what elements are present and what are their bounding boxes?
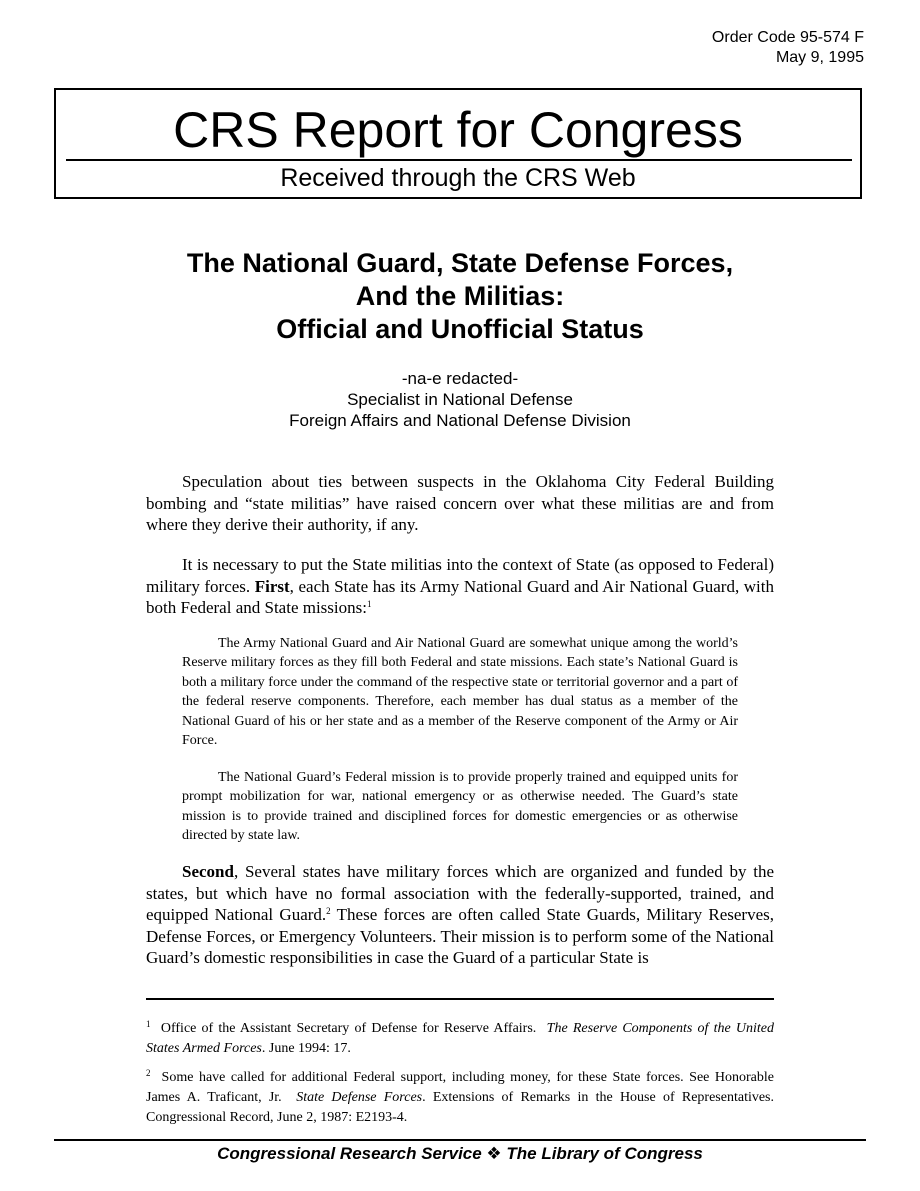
order-info — [712, 28, 864, 68]
order-code: Order Code 95-574 F — [711, 29, 864, 46]
footnote-1 — [146, 1019, 774, 1059]
footnote-2-text-a: Some have called for additional Federal support, including money, for these State forces. See Honorable James A. Traficant, Jr. — [146, 1070, 774, 1105]
block-quote-2: The National Guard’s Federal mission is to provide properly trained and equipped units for prompt mobilization for war, national emergency or as otherwise needed. The Guard’s state mission is to provide trained and disciplined forces for domestic emergencies or as otherwise directed by state law. — [182, 770, 738, 844]
footnote-ref-2[interactable]: 2 — [326, 906, 331, 916]
paragraph-2-text-a: It is necessary to put the State militias into the context of State (as opposed to Federal) military forces. — [146, 555, 774, 596]
footnote-2-text-b: . Extensions of Remarks in the House of Representatives. Congressional Record, June 2, 1987: E2193-4. — [146, 1090, 775, 1125]
paragraph-2-text-b: , each State has its Army National Guard and Air National Guard, with both Federal and State missions: — [146, 576, 775, 617]
footnote-2 — [146, 1068, 774, 1128]
author-position: Specialist in National Defense — [347, 390, 573, 409]
body-paragraph-1: Speculation about ties between suspects in the Oklahoma City Federal Building bombing and “state militias” have raised concern over what these militias are and from where they derive their authority, if any. — [146, 472, 774, 534]
report-title-line-2: And the Militias: — [355, 281, 565, 311]
page-footer: Congressional Research Service ❖ The Library of Congress — [217, 1144, 703, 1163]
body-paragraph-2 — [146, 554, 774, 619]
banner-subtitle: Received through the CRS Web — [280, 164, 636, 192]
footnote-2-number: 2 — [146, 1068, 151, 1078]
footer-divider — [54, 1139, 866, 1141]
footnote-ref-1[interactable]: 1 — [366, 599, 372, 609]
footnote-1-text-b: . June 1994: 17. — [261, 1041, 351, 1056]
footnote-1-text-a: Office of the Assistant Secretary of Defense for Reserve Affairs. — [160, 1021, 537, 1036]
paragraph-3-emphasis: Second — [182, 862, 234, 881]
report-date: May 9, 1995 — [775, 49, 864, 66]
paragraph-2-emphasis: First — [254, 576, 290, 596]
paragraph-3-text-b: These forces are often called State Guards, Military Reserves, Defense Forces, or Emergency Volunteers. Their mission is to perform some of the National Guard’s domestic responsibilities in case the Guard of a particular State is — [146, 905, 775, 967]
footnote-1-number: 1 — [146, 1019, 151, 1029]
body-paragraph-3 — [146, 861, 774, 969]
footnote-1-italic: The Reserve Components of the United States Armed Forces — [146, 1021, 775, 1056]
report-banner — [54, 88, 862, 199]
author-name: -na-e redacted- — [401, 369, 519, 388]
paragraph-3-text-a: , Several states have military forces which are organized and funded by the states, but which have no formal association with the federally-supported, trained, and equipped National Guard. — [146, 862, 774, 924]
block-quote-1: The Army National Guard and Air National Guard are somewhat unique among the world’s Reserve military forces as they fill both Federal and state missions. Each state’s National Guard is both a military force under the command of the respective state or territorial governor and a part of the federal reserve components. Therefore, each member has dual status as a member of the National Guard of his or her state and as a member of the Reserve component of the Army or Air Force. — [182, 636, 738, 749]
banner-title: CRS Report for Congress — [173, 102, 743, 158]
banner-divider — [66, 159, 852, 161]
author-division: Foreign Affairs and National Defense Division — [289, 411, 631, 430]
footnote-2-italic: State Defense Forces — [296, 1090, 423, 1105]
report-title-line-1: The National Guard, State Defense Forces, — [186, 248, 734, 278]
report-title-line-3: Official and Unofficial Status — [276, 314, 644, 344]
footnote-divider — [146, 998, 774, 1000]
